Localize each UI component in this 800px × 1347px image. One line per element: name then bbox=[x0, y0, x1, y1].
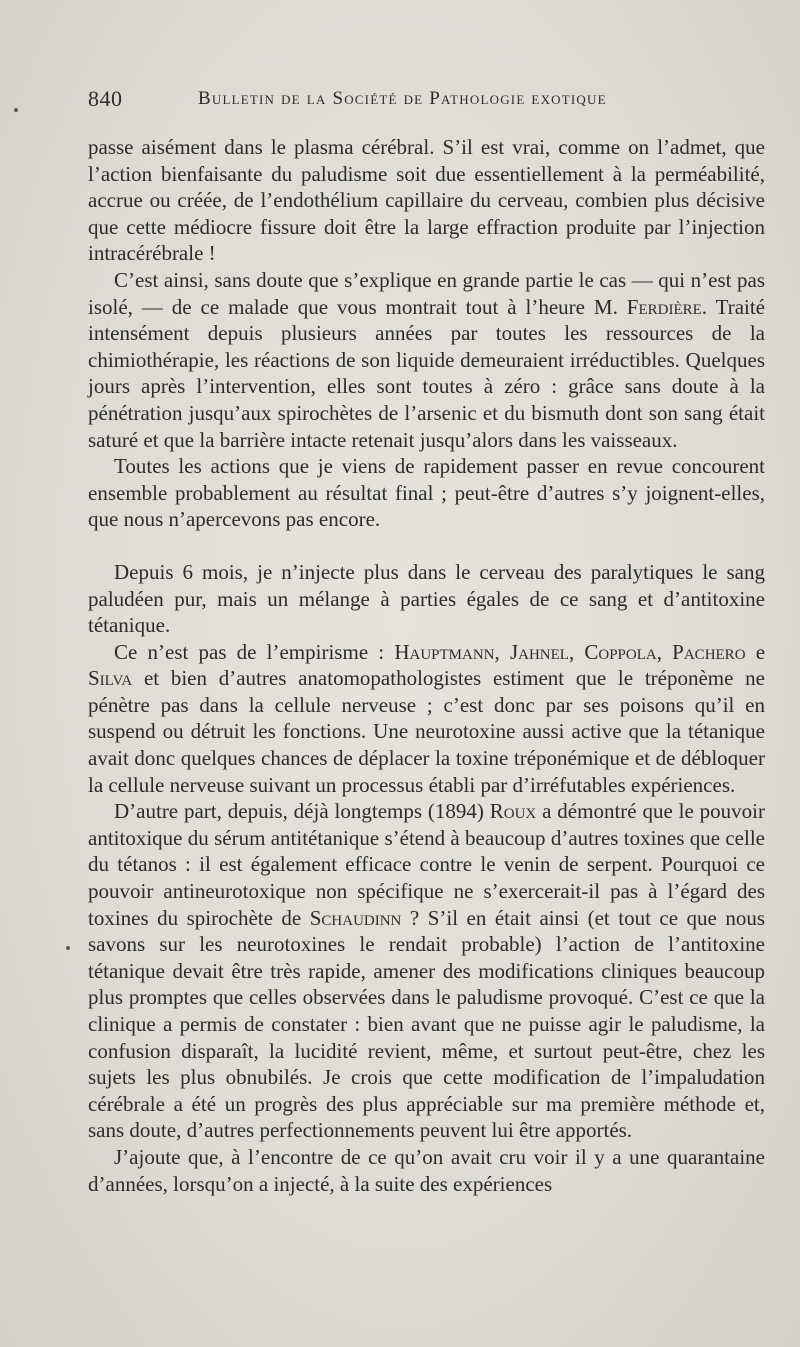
paragraph: passe aisément dans le plasma cérébral. S’il est vrai, comme on l’admet, que l’action bienfaisante du paludisme soit due essentiellement à la perméabilité, accrue ou créée, de l’endothélium capillaire du cerveau, combien plus décisive que cette médiocre fissure doit être la large effraction produite par l’injection intracérébrale ! bbox=[88, 135, 765, 266]
author-name: Hauptmann bbox=[394, 639, 495, 664]
author-name: Jahnel bbox=[509, 639, 569, 664]
paragraph: C’est ainsi, sans doute que s’explique en grande partie le cas — qui n’est pas isolé, — de ce malade que vous montrait tout à l’heure M. Ferdière. Traité intensément depuis plusieurs années par toutes les ressources de la chimiothérapie, les réactions de son liquide demeuraient irréductibles. Quelques jours après l’intervention, elles sont toutes à zéro : grâce sans doute à la pénétration jusqu’aux spirochètes de l’arsenic et du bismuth dont son sang était saturé et que la barrière intacte retenait jusqu’alors dans les vaisseaux. bbox=[88, 267, 765, 452]
paragraph: Toutes les actions que je viens de rapidement passer en revue concourent ensemble probablement au résultat final ; peut-être d’autres s’y joignent-elles, que nous n’apercevons pas encore. bbox=[88, 454, 765, 532]
paragraph: Ce n’est pas de l’empirisme : Hauptmann, Jahnel, Coppola, Pachero e Silva et bien d’autres anatomopathologistes estiment que le tréponème ne pénètre pas dans la cellule nerveuse ; c’est donc par ses poisons qu’il en suspend ou détruit les fonctions. Une neurotoxine aussi active que la tétanique avait donc quelques chances de déplacer la toxine tréponémique et de débloquer la cellule nerveuse suivant un processus établi par d’irréfutables expériences. bbox=[88, 639, 766, 797]
margin-speck bbox=[14, 108, 18, 112]
author-name: Pachero bbox=[672, 639, 746, 664]
author-name: Schaudinn bbox=[309, 905, 402, 930]
author-name: Silva bbox=[88, 666, 133, 691]
author-name: Ferdière bbox=[626, 294, 702, 319]
paragraph: J’ajoute que, à l’encontre de ce qu’on avait cru voir il y a une quarantaine d’années, lorsqu’on a injecté, à la suite des expériences bbox=[88, 1144, 765, 1196]
section-gap bbox=[88, 533, 765, 559]
running-title: Bulletin de la Société de Pathologie exotique bbox=[198, 88, 607, 109]
body-text bbox=[88, 134, 765, 1197]
page-header bbox=[88, 86, 658, 116]
author-name: Coppola bbox=[584, 639, 657, 664]
author-name: Roux bbox=[489, 799, 537, 824]
margin-speck bbox=[66, 946, 70, 950]
page-number: 840 bbox=[88, 86, 123, 111]
paragraph: D’autre part, depuis, déjà longtemps (1894) Roux a démontré que le pouvoir antitoxique du sérum antitétanique s’étend à beaucoup d’autres toxines que celle du tétanos : il est également efficace contre le venin de serpent. Pourquoi ce pouvoir antineurotoxique non spécifique ne s’exercerait-il pas à l’égard des toxines du spirochète de Schaudinn ? S’il en était ainsi (et tout ce que nous savons sur les neurotoxines le rendait probable) l’action de l’antitoxine tétanique devait être très rapide, amener des modifications cliniques beaucoup plus promptes que celles observées dans le paludisme provoqué. C’est ce que la clinique a permis de constater : bien avant que ne puisse agir le paludisme, la confusion disparaît, la lucidité revient, même, et surtout peut-être, chez les sujets les plus obnubilés. Je crois que cette modification de l’impaludation cérébrale a été un progrès des plus appréciable sur ma première méthode et, sans doute, d’autres perfectionnements peuvent lui être apportés. bbox=[88, 799, 765, 1143]
paragraph: Depuis 6 mois, je n’injecte plus dans le cerveau des paralytiques le sang paludéen pur, mais un mélange à parties égales de ce sang et d’antitoxine tétanique. bbox=[88, 559, 765, 638]
